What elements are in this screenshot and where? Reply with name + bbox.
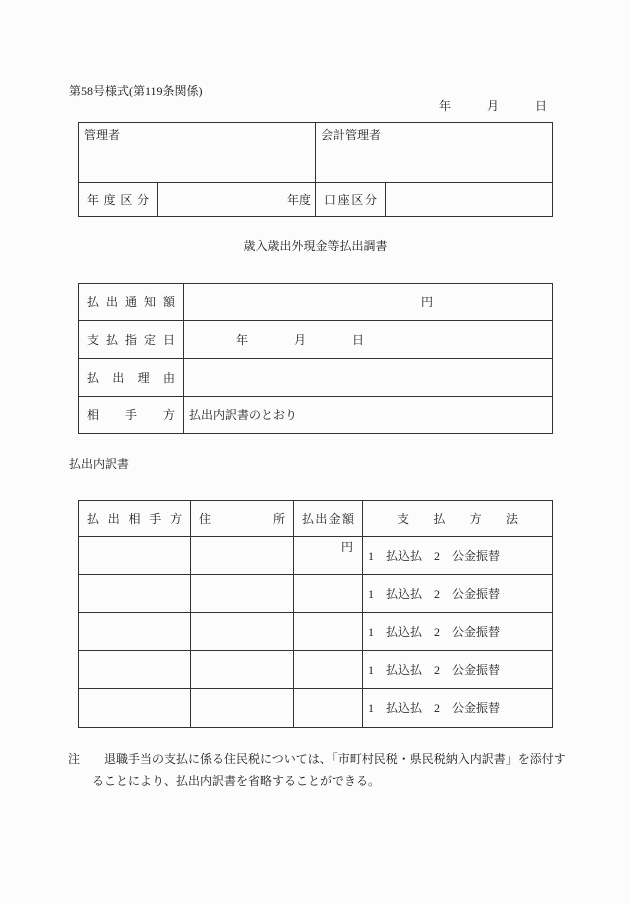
footnote-line2: ることにより、払出内訳書を省略することができる。	[92, 774, 381, 788]
admin-table-row-managers	[79, 123, 552, 183]
breakdown-data-row	[79, 651, 552, 689]
method-cell	[363, 651, 552, 688]
method-options-text: 1 払込払 2 公金振替	[368, 701, 501, 715]
method-cell	[363, 537, 552, 574]
payee-cell	[79, 689, 191, 727]
amount-cell	[294, 613, 363, 650]
notified-amount-row	[79, 284, 552, 321]
payment-date-label-cell	[79, 321, 184, 358]
payout-reason-value-cell	[184, 359, 552, 396]
method-options-text: 1 払込払 2 公金振替	[368, 586, 501, 601]
payment-month-label: 月	[294, 332, 307, 347]
address-cell	[191, 651, 294, 688]
notified-amount-label-cell	[79, 284, 184, 320]
payee-cell	[79, 575, 191, 612]
payee-cell	[79, 651, 191, 688]
counterparty-label-cell	[79, 397, 184, 433]
counterparty-row	[79, 397, 552, 433]
payment-date-label: 支払指定日	[87, 332, 175, 347]
payment-day-label: 日	[352, 332, 365, 347]
method-cell	[363, 575, 552, 612]
yen-unit-label: 円	[340, 540, 353, 554]
account-division-cell	[316, 183, 386, 216]
year-division-label: 年度区分	[87, 192, 149, 207]
breakdown-table	[78, 500, 553, 728]
breakdown-data-row	[79, 689, 552, 727]
manager-label: 管理者	[84, 128, 121, 142]
admin-table	[78, 122, 553, 217]
address-cell	[191, 537, 294, 574]
payout-reason-label-cell	[79, 359, 184, 396]
breakdown-section-label: 払出内訳書	[69, 457, 130, 471]
method-options-text: 1 払込払 2 公金振替	[368, 624, 501, 639]
account-division-value-cell	[386, 183, 552, 216]
amount-header-label: 払出金額	[302, 511, 354, 526]
method-options-text: 1 払込払 2 公金振替	[368, 548, 501, 563]
payout-reason-label: 払出理由	[87, 370, 175, 385]
notified-amount-value-cell	[184, 284, 552, 320]
amount-header-cell	[294, 501, 363, 536]
amount-cell	[294, 651, 363, 688]
method-header-cell	[363, 501, 552, 536]
address-cell	[191, 575, 294, 612]
footnote	[68, 748, 573, 792]
payment-date-value-cell	[184, 321, 552, 358]
date-day-label: 日	[534, 99, 547, 113]
payee-cell	[79, 613, 191, 650]
payee-cell	[79, 537, 191, 574]
address-cell	[191, 689, 294, 727]
year-division-cell	[79, 183, 158, 216]
payment-date-row	[79, 321, 552, 359]
date-year-label: 年	[438, 99, 451, 113]
footnote-line1: 注 退職手当の支払に係る住民税については、「市町村民税・県民税納入内訳書」を添付す	[68, 752, 566, 766]
counterparty-value-cell	[184, 397, 552, 433]
account-division-label: 口座区分	[324, 192, 377, 207]
breakdown-data-row	[79, 575, 552, 613]
payment-date-fields	[184, 333, 364, 347]
payout-reason-row	[79, 359, 552, 397]
accounting-manager-cell	[316, 123, 552, 182]
address-cell	[191, 613, 294, 650]
counterparty-value: 払出内訳書のとおり	[189, 408, 298, 422]
amount-cell	[294, 575, 363, 612]
year-suffix-label: 年度	[286, 192, 311, 207]
yen-unit-label: 円	[421, 295, 434, 309]
date-line	[78, 99, 553, 113]
address-header-cell	[191, 501, 294, 536]
amount-cell	[294, 537, 363, 574]
notified-amount-label: 払出通知額	[87, 295, 175, 309]
breakdown-header-row	[79, 501, 552, 537]
method-cell	[363, 613, 552, 650]
accounting-manager-label: 会計管理者	[321, 128, 382, 142]
summary-table	[78, 283, 553, 434]
date-month-label: 月	[486, 99, 499, 113]
payee-header-label: 払出相手方	[87, 511, 182, 526]
method-options-text: 1 払込払 2 公金振替	[368, 662, 501, 677]
admin-table-row-divisions	[79, 183, 552, 216]
address-header-label: 住所	[199, 511, 285, 526]
amount-cell	[294, 689, 363, 727]
breakdown-data-row	[79, 537, 552, 575]
method-header-label: 支払方法	[397, 511, 518, 526]
payee-header-cell	[79, 501, 191, 536]
counterparty-label: 相手方	[87, 408, 175, 422]
method-cell	[363, 689, 552, 727]
year-division-value-cell	[158, 183, 316, 216]
payment-year-label: 年	[236, 332, 249, 347]
form-number: 第58号様式(第119条関係)	[69, 84, 203, 98]
manager-cell	[79, 123, 316, 182]
page-title: 歳入歳出外現金等払出調書	[243, 239, 388, 253]
breakdown-data-row	[79, 613, 552, 651]
